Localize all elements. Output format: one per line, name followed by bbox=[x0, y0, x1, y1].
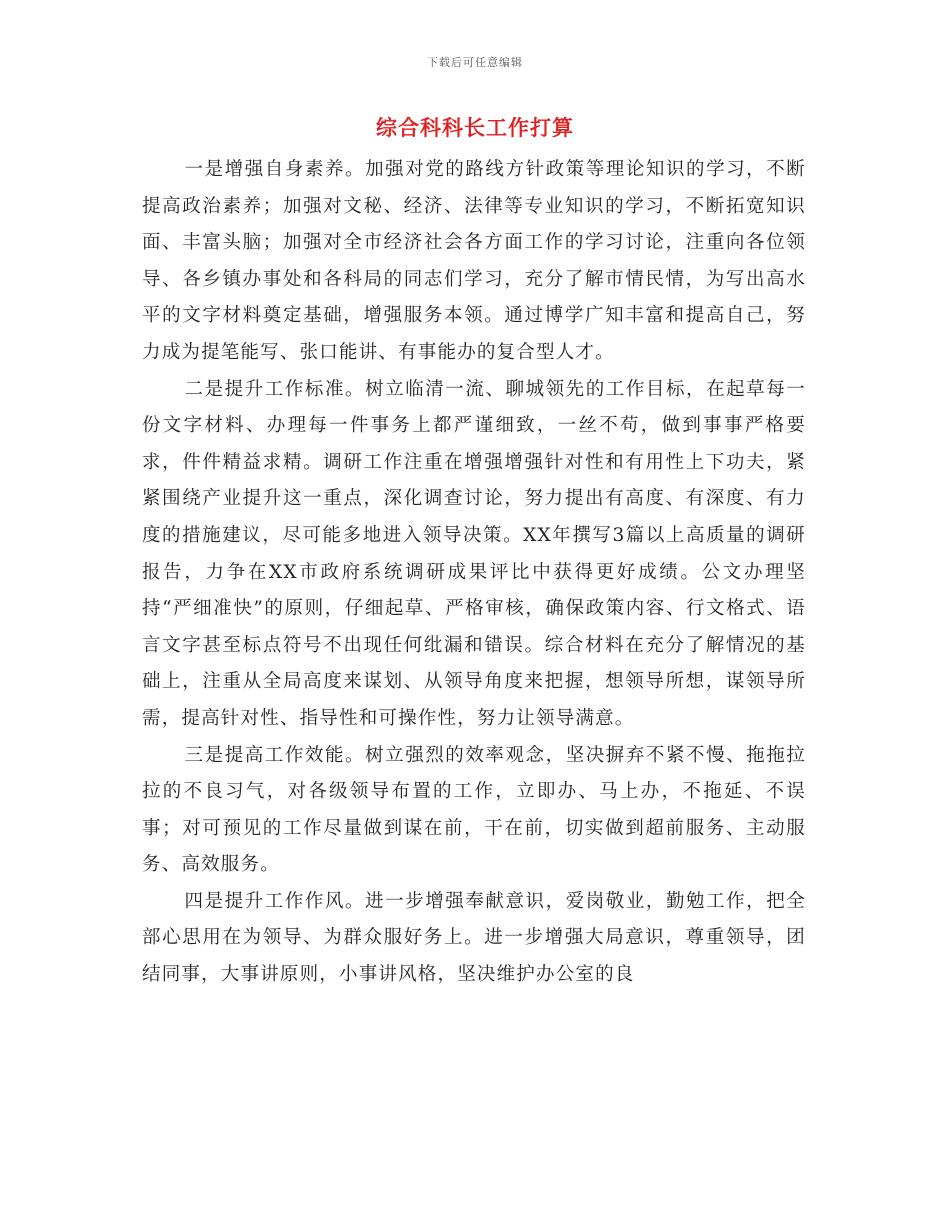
paragraph-4: 四是提升工作作风。进一步增强奉献意识，爱岗敬业，勤勉工作，把全部心思用在为领导、为群众服好务上。进一步增强大局意识，尊重领导，团结同事，大事讲原则，小事讲风格，坚决维护办公室的良 bbox=[142, 890, 806, 986]
paragraph-2: 二是提升工作标准。树立临清一流、聊城领先的工作目标，在起草每一份文字材料、办理每一件事务上都严谨细致，一丝不苟，做到事事严格要求，件件精益求精。调研工作注重在增强增强针对性和有用性上下功夫，紧紧围绕产业提升这一重点，深化调查讨论，努力提出有高度、有深度、有力度的措施建议，尽可能多地进入领导决策。XX年撰写3篇以上高质量的调研报告，力争在XX市政府系统调研成果评比中获得更好成绩。公文办理坚持“严细准快”的原则，仔细起草、严格审核，确保政策内容、行文格式、语言文字甚至标点符号不出现任何纰漏和错误。综合材料在充分了解情况的基础上，注重从全局高度来谋划、从领导角度来把握，想领导所想，谋领导所需，提高针对性、指导性和可操作性，努力让领导满意。 bbox=[142, 378, 806, 729]
document-title: 综合科科长工作打算 bbox=[376, 115, 574, 140]
document-body bbox=[142, 152, 806, 994]
header-note: 下载后可任意编辑 bbox=[427, 56, 523, 69]
paragraph-1: 一是增强自身素养。加强对党的路线方针政策等理论知识的学习，不断提高政治素养；加强对文秘、经济、法律等专业知识的学习，不断拓宽知识面、丰富头脑；加强对全市经济社会各方面工作的学习讨论，注重向各位领导、各乡镇办事处和各科局的同志们学习，充分了解市情民情，为写出高水平的文字材料奠定基础，增强服务本领。通过博学广知丰富和提高自己，努力成为提笔能写、张口能讲、有事能办的复合型人才。 bbox=[142, 159, 806, 363]
paragraph-3: 三是提高工作效能。树立强烈的效率观念，坚决摒弃不紧不慢、拖拖拉拉的不良习气，对各级领导布置的工作，立即办、马上办，不拖延、不误事；对可预见的工作尽量做到谋在前，干在前，切实做到超前服务、主动服务、高效服务。 bbox=[142, 744, 806, 876]
